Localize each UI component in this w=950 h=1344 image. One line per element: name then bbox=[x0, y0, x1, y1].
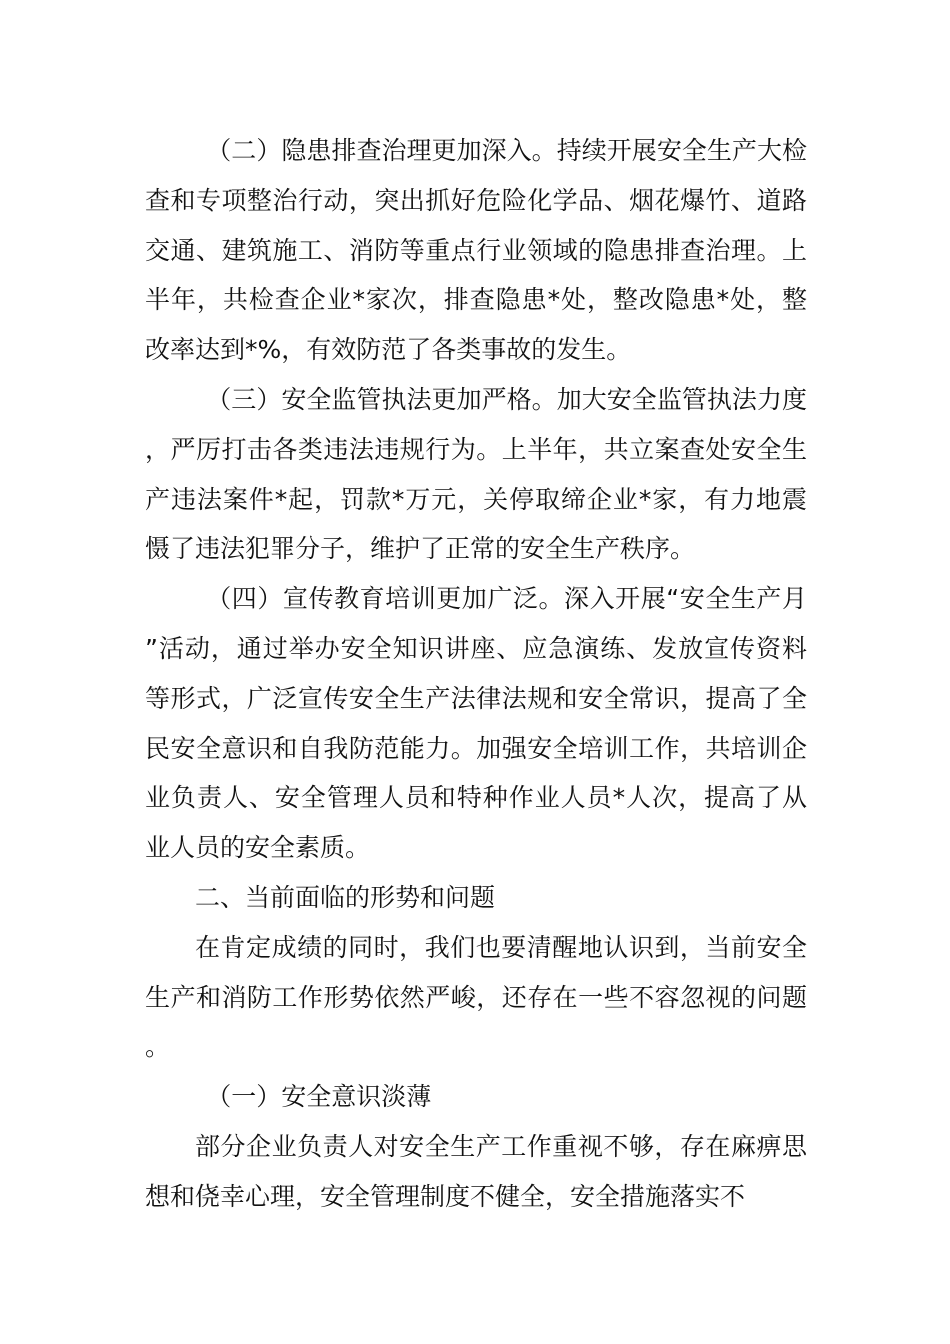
paragraph-law-enforcement: （三）安全监管执法更加严格。加大安全监管执法力度，严厉打击各类违法违规行为。上半年，共立案查处安全生产违法案件*起，罚款*万元，关停取缔企业*家，有力地震慑了违法犯罪分子，维护了正常的安全生产秩序。 bbox=[145, 384, 807, 564]
paragraph-weak-awareness-detail: 部分企业负责人对安全生产工作重视不够，存在麻痹思想和侥幸心理，安全管理制度不健全，安全措施落实不 bbox=[145, 1131, 807, 1211]
subheading-weak-safety-awareness: （一）安全意识淡薄 bbox=[206, 1082, 432, 1112]
paragraph-publicity-training: （四）宣传教育培训更加广泛。深入开展“安全生产月”活动，通过举办安全知识讲座、应急演练、发放宣传资料等形式，广泛宣传安全生产法律法规和安全常识，提高了全民安全意识和自我防范能力。加强安全培训工作，共培训企业负责人、安全管理人员和特种作业人员*人次，提高了从业人员的安全素质。 bbox=[145, 584, 807, 863]
paragraph-hazard-inspection: （二）隐患排查治理更加深入。持续开展安全生产大检查和专项整治行动，突出抓好危险化学品、烟花爆竹、道路交通、建筑施工、消防等重点行业领域的隐患排查治理。上半年，共检查企业*家次，排查隐患*处，整改隐患*处，整改率达到*%，有效防范了各类事故的发生。 bbox=[145, 136, 807, 365]
document-body bbox=[145, 126, 807, 1222]
paragraph-situation-intro: 在肯定成绩的同时，我们也要清醒地认识到，当前安全生产和消防工作形势依然严峻，还存在一些不容忽视的问题。 bbox=[145, 932, 807, 1062]
section-heading-situation-problems: 二、当前面临的形势和问题 bbox=[195, 882, 496, 912]
